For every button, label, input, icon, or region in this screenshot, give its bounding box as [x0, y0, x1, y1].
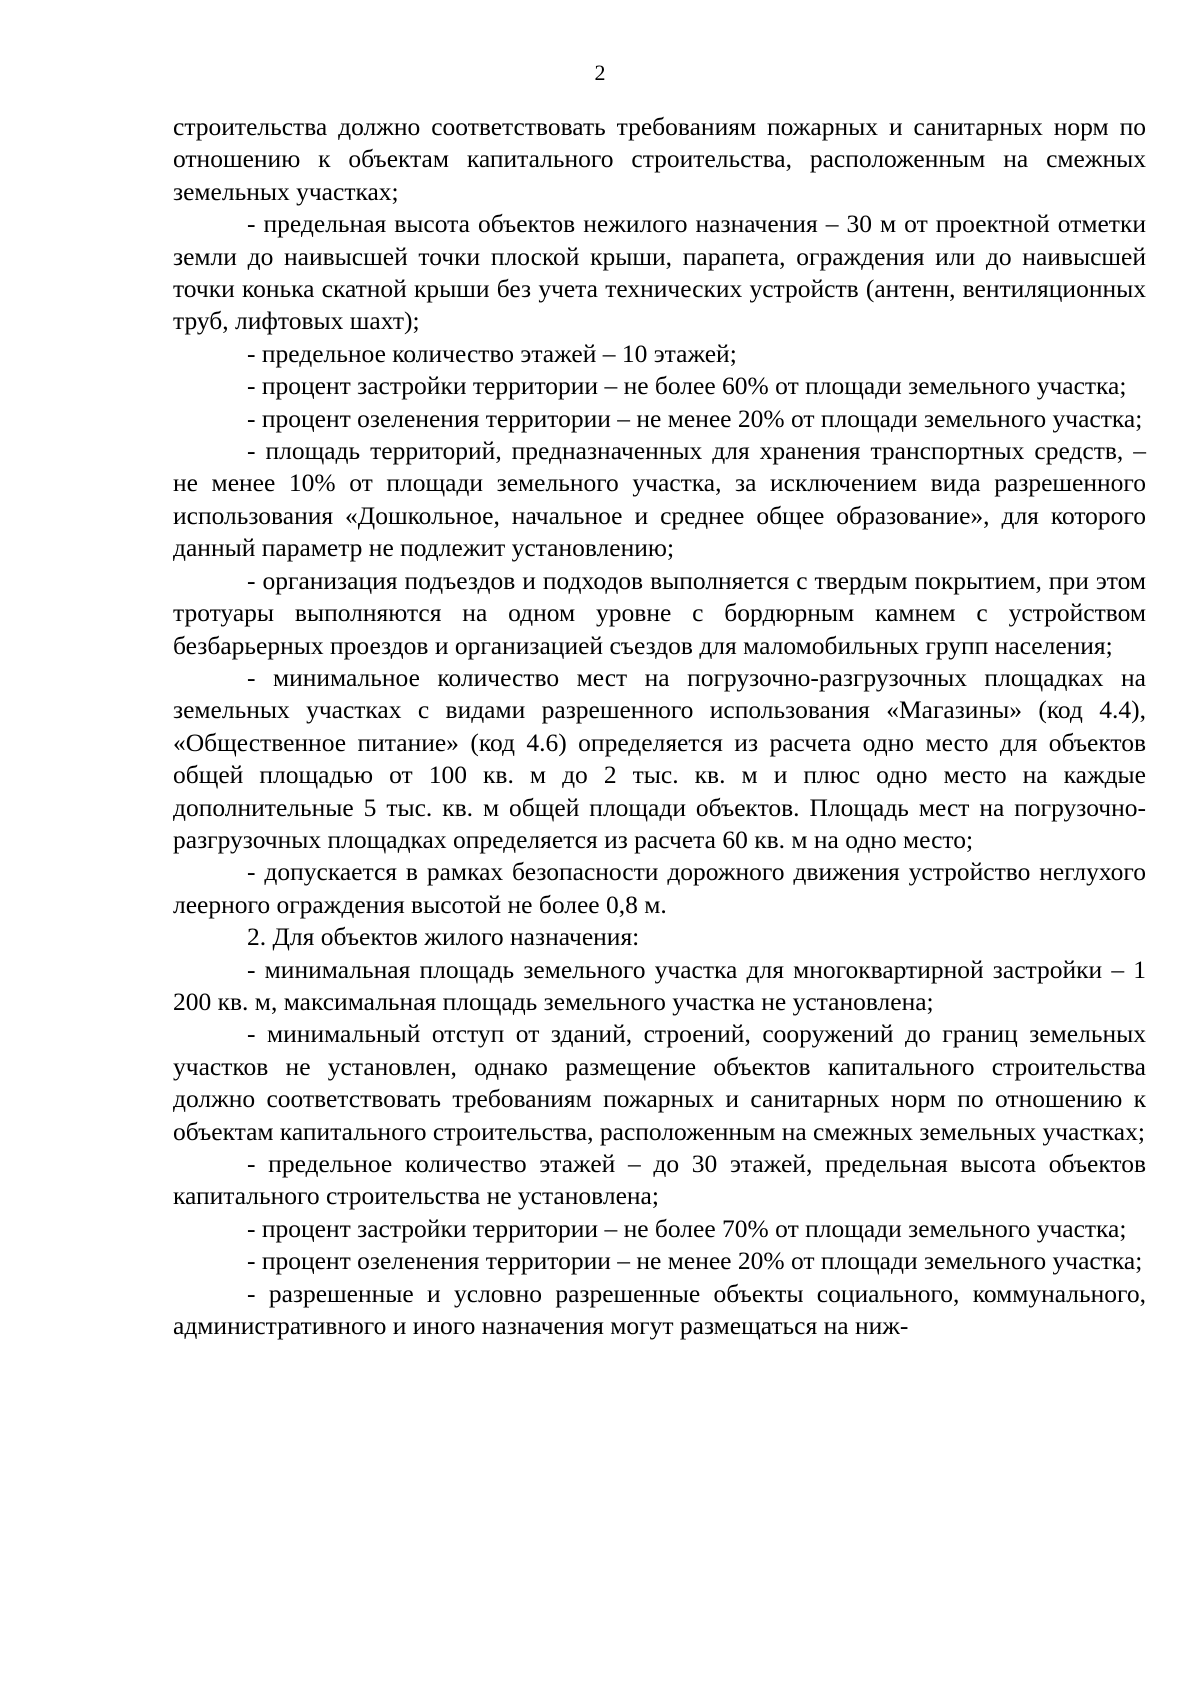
paragraph: - допускается в рамках безопасности дорожного движения устройство неглухого леерного ограждения высотой не более 0,8 м. — [173, 857, 1146, 919]
paragraph: - процент озеленения территории – не менее 20% от площади земельного участка; — [247, 1246, 1143, 1276]
paragraph: - предельное количество этажей – до 30 этажей, предельная высота объектов капитального строительства не установлена; — [173, 1149, 1146, 1211]
paragraph: - процент застройки территории – не более 70% от площади земельного участка; — [247, 1213, 1127, 1243]
paragraph: - минимальная площадь земельного участка для многоквартирной застройки – 1 200 кв. м, максимальная площадь земельного участка не установлена; — [173, 954, 1146, 1016]
paragraph: - минимальное количество мест на погрузочно-разгрузочных площадках на земельных участках с видами разрешенного использования «Магазины» (код 4.4), «Общественное питание» (код 4.6) определяется из расчета одно место для объектов общей площадью от 100 кв. м до 2 тыс. кв. м и плюс одно место на каждые дополнительные 5 тыс. кв. м общей площади объектов. Площадь мест на погрузочно-разгрузочных площадках определяется из расчета 60 кв. м на одно место; — [173, 662, 1146, 854]
paragraph: - предельная высота объектов нежилого назначения – 30 м от проектной отметки земли до наивысшей точки плоской крыши, парапета, ограждения или до наивысшей точки конька скатной крыши без учета технических устройств (антенн, вентиляционных труб, лифтовых шахт); — [173, 209, 1146, 336]
paragraph: - разрешенные и условно разрешенные объекты социального, коммунального, административного и иного назначения могут размещаться на ниж- — [173, 1278, 1146, 1341]
paragraph: - процент озеленения территории – не менее 20% от площади земельного участка; — [247, 403, 1143, 433]
document-body — [173, 111, 1146, 1342]
paragraph: - площадь территорий, предназначенных для хранения транспортных средств, – не менее 10% от площади земельного участка, за исключением вида разрешенного использования «Дошкольное, начальное и среднее общее образование», для которого данный параметр не подлежит установлению; — [173, 436, 1146, 563]
section-heading: 2. Для объектов жилого назначения: — [247, 922, 640, 952]
page-number: 2 — [594, 60, 606, 85]
paragraph: - предельное количество этажей – 10 этажей; — [247, 338, 737, 368]
paragraph: - организация подъездов и подходов выполняется с твердым покрытием, при этом тротуары выполняются на одном уровне с бордюрным камнем с устройством безбарьерных проездов и организацией съездов для маломобильных групп населения; — [173, 565, 1146, 660]
paragraph: строительства должно соответствовать требованиям пожарных и санитарных норм по отношению к объектам капитального строительства, расположенным на смежных земельных участках; — [173, 112, 1146, 206]
paragraph: - минимальный отступ от зданий, строений, сооружений до границ земельных участков не установлен, однако размещение объектов капитального строительства должно соответствовать требованиям пожарных и санитарных норм по отношению к объектам капитального строительства, расположенным на смежных земельных участках; — [173, 1019, 1146, 1146]
paragraph: - процент застройки территории – не более 60% от площади земельного участка; — [247, 371, 1127, 401]
